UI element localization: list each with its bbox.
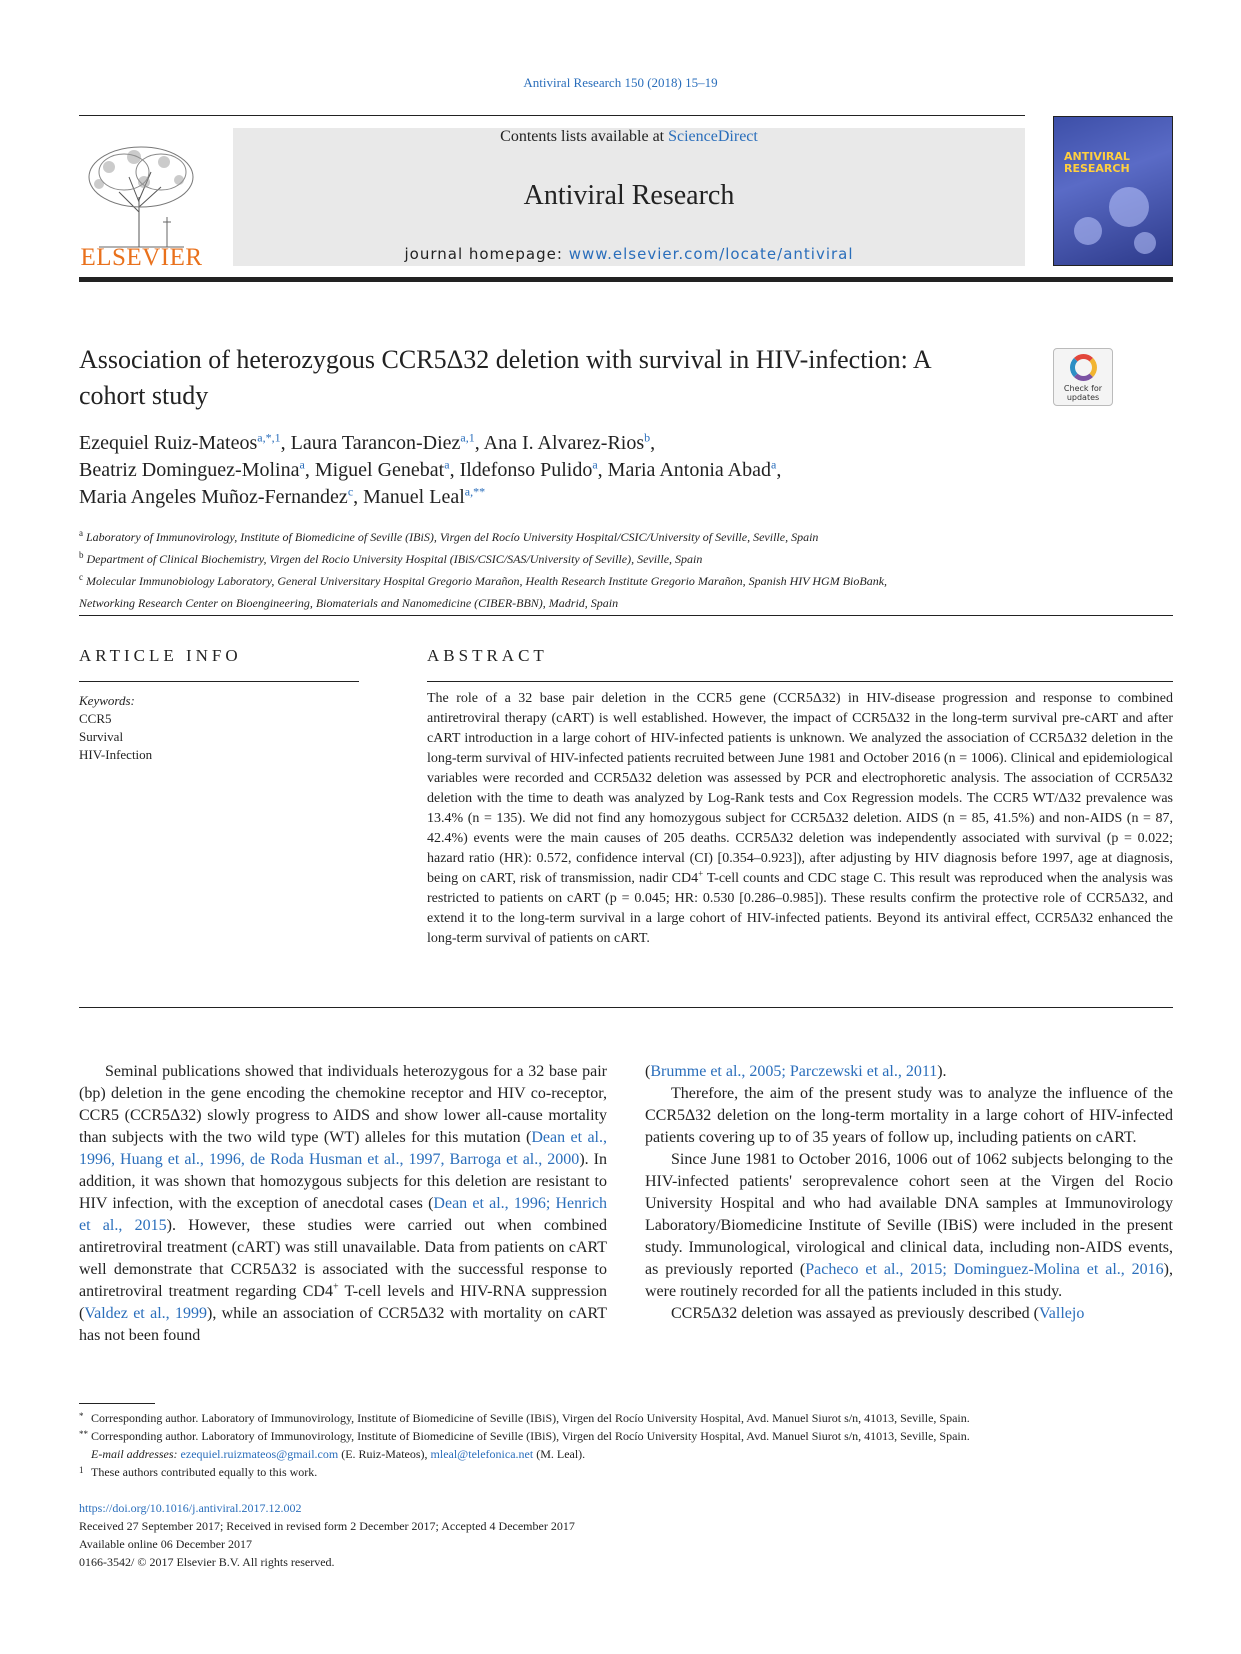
affiliation-item: $^b$ Department of Clinical Biochemistry, Virgen del Rocio University Hospital (IBiS/CSIC/SAS/University of Seville), Seville, Spain — [79, 550, 703, 566]
body-column-right — [645, 1061, 1173, 1325]
author-name[interactable]: Ezequiel Ruiz-Mateos — [79, 432, 258, 454]
article-info-heading: ARTICLE INFO — [79, 646, 242, 665]
updates-text: Check for updates — [1063, 384, 1103, 402]
keywords-label: Keywords: — [79, 693, 135, 708]
header-rule — [79, 115, 1025, 116]
author-separator: , — [304, 459, 315, 481]
author-affiliation-mark[interactable]: c — [347, 484, 354, 499]
journal-citation[interactable]: Antiviral Research 150 (2018) 15–19 — [523, 75, 718, 90]
journal-homepage: journal homepage: www.elsevier.com/locate/antiviral — [404, 245, 854, 263]
abstract-rule — [427, 681, 1173, 682]
footnote-rule — [79, 1403, 155, 1404]
keyword-item: CCR5 — [79, 711, 112, 726]
affiliation-item: $^c$ Molecular Immunobiology Laboratory, General Universitary Hospital Gregorio Marañon, Health Research Institute Gregorio Marañon, Spanish HIV HGM BioBank, — [79, 572, 888, 588]
footnote-corresponding-1: * Corresponding author. Laboratory of Immunovirology, Institute of Biomedicine of Seville (IBiS), Virgen del Rocío University Hospital, Avd. Manuel Siurot s/n, 41013, Seville, Spain. — [79, 1411, 970, 1425]
email-link[interactable]: mleal@telefonica.net — [430, 1447, 534, 1461]
author-name[interactable]: Beatriz Dominguez-Molina — [79, 459, 300, 481]
online-date: Available online 06 December 2017 — [79, 1537, 253, 1551]
body-paragraph: (Brumme et al., 2005; Parczewski et al., 2011). — [645, 1063, 947, 1080]
sciencedirect-link[interactable]: ScienceDirect — [668, 128, 758, 145]
body-column-left — [79, 1061, 607, 1347]
author-affiliation-mark[interactable]: a — [299, 457, 305, 472]
author-name[interactable]: Ana I. Alvarez-Rios — [483, 432, 645, 454]
body-paragraph: Seminal publications showed that individuals heterozygous for a 32 base pair (bp) deletion in the gene encoding the chemokine receptor and HIV co-receptor, CCR5 (CCR5Δ32) slowly progress to AIDS and show lower all-cause mortality than subjects with the two wild type (WT) alleles for this mutation (Dean et al., 1996, Huang et al., 1996, de Roda Husman et al., 1997, Barroga et al., 2000). In addition, it was shown that homozygous subjects for this deletion are resistant to HIV infection, with the exception of anecdotal cases (Dean et al., 1996; Henrich et al., 2015). However, these studies were carried out when combined antiretroviral treatment (cART) was still unavailable. Data from patients on cART well demonstrate that CCR5Δ32 is associated with the successful response to antiretroviral treatment regarding CD4+ T-cell levels and HIV-RNA suppression (Valdez et al., 1999), while an association of CCR5Δ32 with mortality on cART has not been found — [79, 1063, 608, 1344]
author-name[interactable]: Manuel Leal — [363, 486, 465, 508]
author-name[interactable]: Maria Antonia Abad — [607, 459, 771, 481]
body-paragraph: Since June 1981 to October 2016, 1006 out of 1062 subjects belonging to the HIV-infected patients' seroprevalence cohort seen at the Virgen del Rocio University Hospital and who had available DNA samples at Immunovirology Laboratory/Biomedicine Institute of Seville (IBiS) were included in the present study. Immunological, virological and clinical data, including non-AIDS events, as previously reported (Pacheco et al., 2015; Dominguez-Molina et al., 2016), were routinely recorded for all the patients included in this study. — [645, 1151, 1173, 1300]
reference-link[interactable]: Dean et al., 1996, Huang et al., 1996, de Roda Husman et al., 1997, Barroga et al., 2000 — [79, 1129, 607, 1168]
footnote-corresponding-2: ** Corresponding author. Laboratory of Immunovirology, Institute of Biomedicine of Seville (IBiS), Virgen del Rocío University Hospital, Avd. Manuel Siurot s/n, 41013, Seville, Spain. — [79, 1429, 970, 1443]
author-separator: , — [474, 432, 484, 454]
author-name[interactable]: Laura Tarancon-Diez — [290, 432, 461, 454]
footnote-emails: E-mail addresses: ezequiel.ruizmateos@gmail.com (E. Ruiz-Mateos), mleal@telefonica.net (M. Leal). — [91, 1447, 586, 1461]
footnotes — [79, 1409, 1173, 1481]
abstract-text: The role of a 32 base pair deletion in the CCR5 gene (CCR5Δ32) in HIV-disease progression and response to combined antiretroviral therapy (cART) is well established. However, the impact of CCR5Δ32 in the long-term survival pre-cART and after cART introduction in a large cohort of HIV-infected patients is unknown. We analyzed the association of CCR5Δ32 deletion in the long-term survival of HIV-infected patients recruited between June 1981 and October 2016 (n = 1006). Clinical and epidemiological variables were recorded and CCR5Δ32 deletion was assessed by PCR and electrophoretic analysis. The association of CCR5Δ32 deletion with the time to death was analyzed by Log-Rank tests and Cox Regression models. The CCR5 WT/Δ32 prevalence was 13.4% (n = 135). We did not find any homozygous subject for CCR5Δ32 deletion. AIDS (n = 85, 41.5%) and non-AIDS (n = 87, 42.4%) events were the main causes of 205 deaths. CCR5Δ32 deletion was independently associated with survival (p = 0.022; hazard ratio (HR): 0.572, confidence interval (CI) [0.354–0.923]), after adjusting by HIV diagnosis before 1997, age at diagnosis, being on cART, risk of transmission, nadir CD4+ T-cell counts and CDC stage C. This result was reproduced when the analysis was restricted to patients on cART (p = 0.045; HR: 0.530 [0.286–0.985]). These results confirm the protective role of CCR5Δ32, and extend it to the long-term survival in a large cohort of HIV-infected patients. Beyond its antiviral effect, CCR5Δ32 enhanced the long-term survival of patients on cART. — [427, 691, 1173, 946]
section-rule — [79, 1007, 1173, 1008]
copyright: 0166-3542/ © 2017 Elsevier B.V. All rights reserved. — [79, 1555, 335, 1569]
keywords-block — [79, 692, 152, 764]
author-affiliation-mark[interactable]: a — [770, 457, 777, 472]
journal-masthead — [233, 128, 1025, 266]
journal-cover-image — [1053, 116, 1173, 266]
section-rule — [79, 615, 1173, 616]
author-name[interactable]: Ildefonso Pulido — [459, 459, 593, 481]
affiliation-item: Networking Research Center on Bioengineering, Biomaterials and Nanomedicine (CIBER-BBN), Madrid, Spain — [79, 596, 619, 610]
body-paragraph: Therefore, the aim of the present study was to analyze the influence of the CCR5Δ32 deletion on the long-term mortality in a large cohort of HIV-infected patients covering up to of 35 years of follow up, including patients on cART. — [645, 1085, 1173, 1146]
affiliations — [79, 524, 1173, 612]
article-metadata — [79, 1499, 575, 1571]
updates-icon — [1070, 354, 1097, 381]
cover-virus-shape — [1109, 187, 1149, 227]
author-separator: , — [776, 459, 782, 481]
cover-virus-shape — [1074, 217, 1102, 245]
check-for-updates-badge[interactable] — [1053, 348, 1113, 406]
cover-virus-shape — [1134, 232, 1156, 254]
email-link[interactable]: ezequiel.ruizmateos@gmail.com — [180, 1447, 339, 1461]
author-affiliation-mark[interactable]: a,** — [464, 484, 486, 499]
reference-link[interactable]: Brumme et al., 2005; Parczewski et al., 2011 — [650, 1063, 938, 1080]
author-affiliation-mark[interactable]: a — [444, 457, 450, 472]
footnote-equal-contribution: 1 These authors contributed equally to this work. — [79, 1465, 318, 1479]
article-info-rule — [79, 681, 359, 682]
contents-line: Contents lists available at ScienceDirect — [500, 128, 758, 145]
reference-link[interactable]: Valdez et al., 1999 — [84, 1305, 207, 1322]
author-affiliation-mark[interactable]: a — [592, 457, 598, 472]
keyword-item: Survival — [79, 729, 124, 744]
author-list — [79, 430, 1079, 511]
author-separator: , — [280, 432, 291, 454]
body-paragraph: CCR5Δ32 deletion was assayed as previously described (Vallejo — [671, 1305, 1085, 1322]
reference-link[interactable]: Vallejo — [1039, 1305, 1085, 1322]
reference-link[interactable]: Pacheco et al., 2015; Dominguez-Molina et al., 2016 — [805, 1261, 1164, 1278]
header-thick-rule — [79, 277, 1173, 282]
homepage-link[interactable]: www.elsevier.com/locate/antiviral — [568, 245, 854, 263]
affiliation-item: $^a$ Laboratory of Immunovirology, Institute of Biomedicine of Seville (IBiS), Virgen del Rocío University Hospital/CSIC/University of Seville, Seville, Spain — [79, 528, 819, 544]
journal-title: Antiviral Research — [523, 180, 735, 211]
author-affiliation-mark[interactable]: a,1 — [460, 430, 475, 445]
keyword-item: HIV-Infection — [79, 747, 153, 762]
author-separator: , — [353, 486, 364, 508]
received-dates: Received 27 September 2017; Received in revised form 2 December 2017; Accepted 4 December 2017 — [79, 1519, 575, 1533]
doi-link[interactable]: https://doi.org/10.1016/j.antiviral.2017.12.002 — [79, 1501, 302, 1515]
author-name[interactable]: Miguel Genebat — [314, 459, 445, 481]
article-title: Association of heterozygous CCR5Δ32 deletion with survival in HIV-infection: A cohort study — [79, 345, 931, 410]
author-name[interactable]: Maria Angeles Muñoz-Fernandez — [79, 486, 348, 508]
author-affiliation-mark[interactable]: a,*,1 — [257, 430, 281, 445]
reference-link[interactable]: Dean et al., 1996; Henrich et al., 2015 — [79, 1195, 607, 1234]
cover-title: ANTIVIRAL RESEARCH — [1064, 150, 1130, 175]
author-separator: , — [650, 432, 656, 454]
author-separator: , — [449, 459, 460, 481]
elsevier-wordmark: ELSEVIER — [80, 244, 203, 271]
abstract-heading: ABSTRACT — [427, 646, 548, 665]
author-affiliation-mark[interactable]: b — [644, 430, 651, 445]
author-separator: , — [597, 459, 608, 481]
